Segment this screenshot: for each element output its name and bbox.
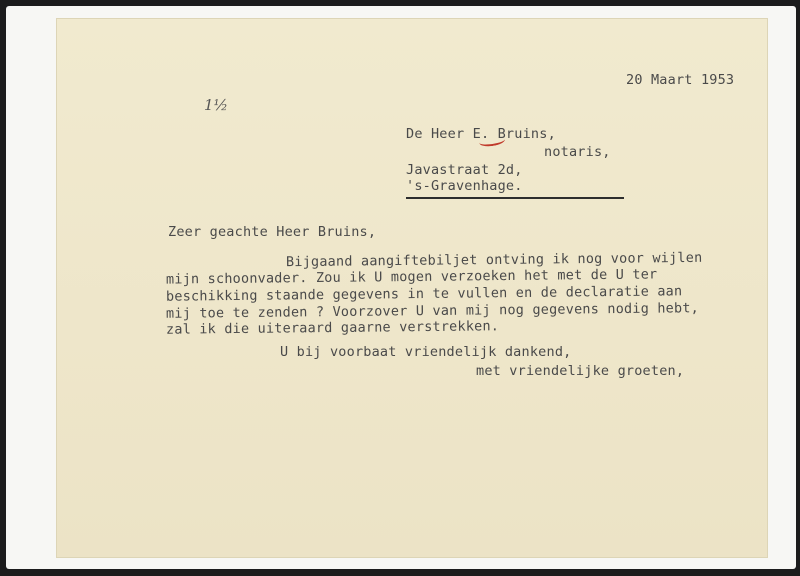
body-line-3: beschikking staande gegevens in te vullen en de declaratie aan: [165, 283, 683, 305]
closing-line-1: U bij voorbaat vriendelijk dankend,: [280, 344, 572, 360]
address-line-name: De Heer E. Bruins,: [406, 126, 556, 142]
body-line-1: Bijgaand aangiftebiljet ontving ik nog voor wijlen: [285, 249, 703, 271]
body-line-4: mij toe te zenden ? Voorzover U van mij nog gegevens nodig hebt,: [165, 300, 700, 322]
address-line-city: 's-Gravenhage.: [406, 178, 523, 194]
letter-page: [56, 18, 768, 558]
body-line-2: mijn schoonvader. Zou ik U mogen verzoeken het met de U ter: [165, 266, 658, 288]
red-pencil-mark: [478, 134, 505, 148]
handwritten-file-mark: 1½: [204, 96, 229, 114]
closing-line-2: met vriendelijke groeten,: [476, 363, 685, 379]
address-line-title: notaris,: [544, 144, 611, 160]
body-line-5: zal ik die uiteraard gaarne verstrekken.: [165, 318, 500, 338]
salutation: Zeer geachte Heer Bruins,: [168, 224, 377, 240]
letter-date: 20 Maart 1953: [626, 72, 735, 88]
address-underline: [406, 197, 624, 199]
address-line-street: Javastraat 2d,: [406, 162, 523, 178]
